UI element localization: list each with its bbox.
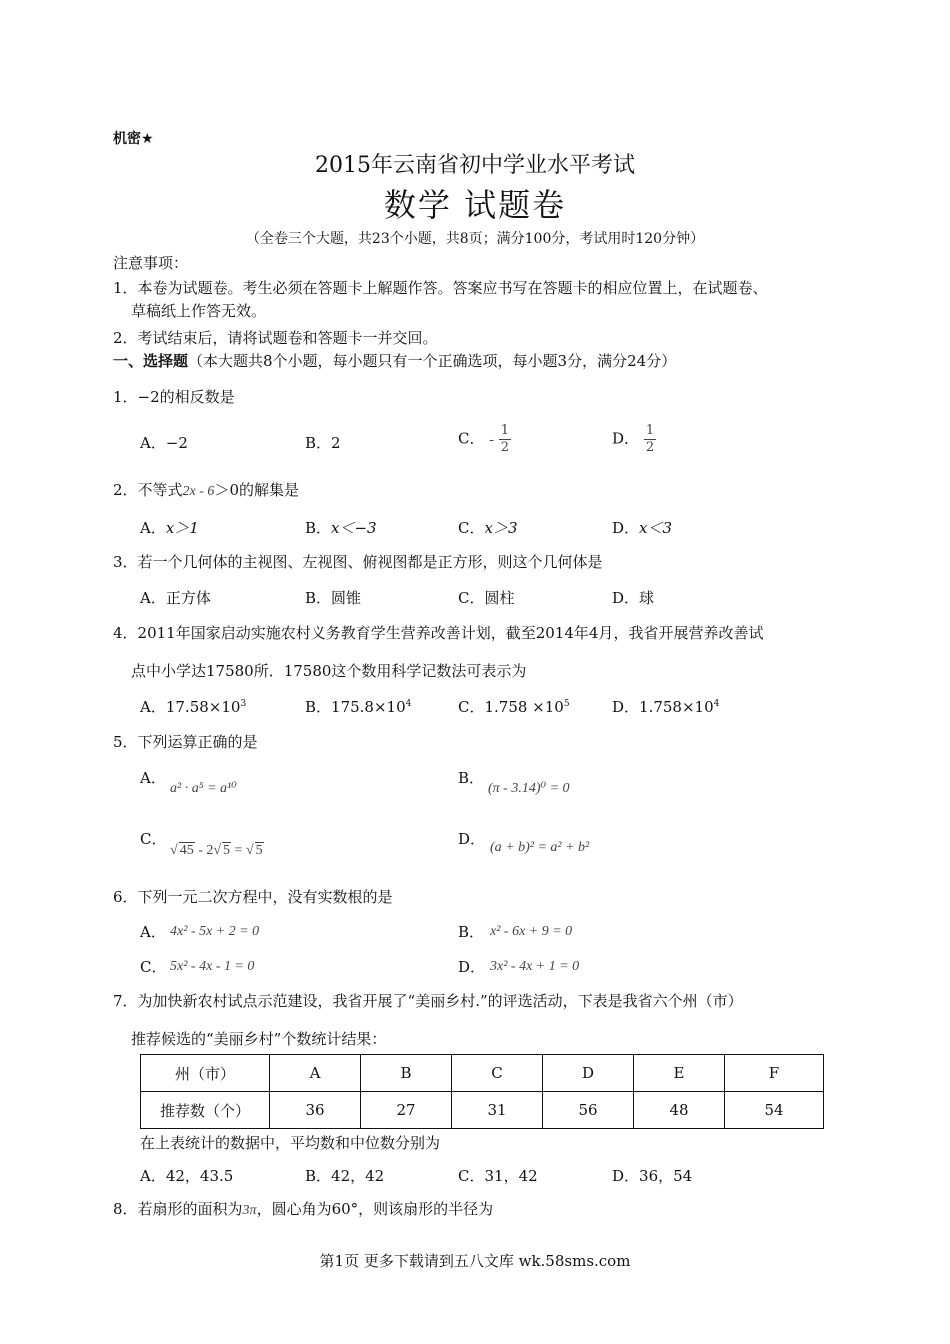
q5-option-b-label: B． bbox=[458, 769, 485, 787]
q8-stem: 8．若扇形的面积为3π，圆心角为60°，则该扇形的半径为 bbox=[113, 1200, 494, 1218]
q4-option-a: A．$17.58\times 10^3$ bbox=[140, 698, 247, 716]
table-cell: 州（市） bbox=[141, 1055, 270, 1092]
table-cell: 推荐数（个） bbox=[141, 1092, 270, 1129]
q1-option-b: B．2 bbox=[305, 434, 341, 452]
q3-option-c: C．圆柱 bbox=[458, 589, 515, 607]
q6-option-b-label: B． bbox=[458, 923, 485, 941]
q5-option-b-expr: (π - 3.14)⁰ = 0 bbox=[488, 781, 570, 796]
q3-option-a: A．正方体 bbox=[140, 589, 211, 607]
q4-option-b: B．$175.8\times 10^4$ bbox=[305, 698, 412, 716]
q4-option-d: D．$1.758\times 10^4$ bbox=[612, 698, 720, 716]
exam-subject-title: 数学 试题卷 bbox=[383, 186, 567, 224]
q4-stem-cont: 点中小学达17580所．17580这个数用科学记数法可表示为 bbox=[131, 662, 527, 680]
q1-option-d-label: D． bbox=[612, 429, 640, 448]
q7-stem: 7．为加快新农村试点示范建设，我省开展了“美丽乡村.”的评选活动，下表是我省六个州（市） bbox=[113, 992, 743, 1010]
q1-option-d bbox=[612, 423, 656, 456]
q6-stem: 6．下列一元二次方程中，没有实数根的是 bbox=[113, 888, 393, 906]
q3-option-d: D．球 bbox=[612, 589, 655, 607]
table-row bbox=[141, 1092, 824, 1129]
q1-option-c-sign: - bbox=[489, 432, 494, 448]
table-cell: E bbox=[634, 1055, 725, 1092]
notes-heading: 注意事项： bbox=[113, 254, 189, 272]
table-cell: 54 bbox=[725, 1092, 824, 1129]
q7-stem-cont: 推荐候选的“美丽乡村”个数统计结果： bbox=[131, 1030, 387, 1048]
table-cell: 27 bbox=[361, 1092, 452, 1129]
q1-option-a: A．−2 bbox=[140, 434, 188, 452]
q3-option-b: B．圆锥 bbox=[305, 589, 362, 607]
q3-stem: 3．若一个几何体的主视图、左视图、俯视图都是正方形，则这个几何体是 bbox=[113, 553, 603, 571]
table-cell: 48 bbox=[634, 1092, 725, 1129]
table-cell: F bbox=[725, 1055, 824, 1092]
page-footer: 第1页 更多下载请到五八文库 wk.58sms.com bbox=[319, 1252, 631, 1270]
q5-option-c-label: C． bbox=[140, 830, 167, 848]
table-cell: 31 bbox=[452, 1092, 543, 1129]
table-cell: C bbox=[452, 1055, 543, 1092]
q7-option-d: D．36，54 bbox=[612, 1167, 693, 1185]
q7-option-a: A．42，43.5 bbox=[140, 1167, 234, 1185]
q2-option-c: C．x＞3 bbox=[458, 519, 518, 537]
note-item-1: 1．本卷为试题卷。考生必须在答题卡上解题作答。答案应书写在答题卡的相应位置上，在试题卷、 bbox=[113, 279, 768, 297]
q1-option-c-fraction: $\frac{1}{2}$ bbox=[500, 423, 509, 455]
q2-stem: 2．不等式2x - 6＞0的解集是 bbox=[113, 481, 299, 499]
q2-option-d: D．x＜3 bbox=[612, 519, 673, 537]
q1-option-c-label: C． bbox=[458, 429, 485, 448]
q7-followup: 在上表统计的数据中，平均数和中位数分别为 bbox=[140, 1134, 441, 1152]
table-cell: 56 bbox=[543, 1092, 634, 1129]
q5-option-a-expr: a² · a⁵ = a¹⁰ bbox=[170, 781, 237, 796]
q5-stem: 5．下列运算正确的是 bbox=[113, 733, 258, 751]
q2-option-a: A．x＞1 bbox=[140, 519, 199, 537]
q1-stem: 1．−2的相反数是 bbox=[113, 388, 235, 406]
note-item-1-cont: 草稿纸上作答无效。 bbox=[131, 302, 267, 320]
q2-inequality: 2x - 6 bbox=[182, 484, 215, 499]
q1-option-c bbox=[458, 423, 511, 456]
q7-option-c: C．31，42 bbox=[458, 1167, 538, 1185]
q7-option-b: B．42，42 bbox=[305, 1167, 385, 1185]
q5-option-a-label: A． bbox=[140, 769, 166, 787]
section-title: 一、选择题 bbox=[113, 352, 189, 370]
q6-option-a-label: A． bbox=[140, 923, 166, 941]
q1-option-d-fraction: $\frac{1}{2}$ bbox=[645, 423, 655, 455]
q6-option-d-expr: 3x² - 4x + 1 = 0 bbox=[490, 959, 580, 974]
q4-stem: 4．2011年国家启动实施农村义务教育学生营养改善计划，截至2014年4月，我省开展营养改善试 bbox=[113, 624, 764, 642]
q6-option-a-expr: 4x² - 5x + 2 = 0 bbox=[170, 924, 260, 939]
q6-option-c-expr: 5x² - 4x - 1 = 0 bbox=[170, 959, 255, 974]
q6-option-d-label: D． bbox=[458, 958, 486, 976]
q5-option-d-label: D． bbox=[458, 830, 486, 848]
confidential-mark: 机密★ bbox=[113, 131, 154, 147]
q6-option-b-expr: x² - 6x + 9 = 0 bbox=[490, 924, 573, 939]
exam-info: （全卷三个大题，共23个小题，共8页；满分100分，考试用时120分钟） bbox=[245, 231, 705, 247]
q5-option-d-expr: (a + b)² = a² + b² bbox=[490, 840, 590, 855]
table-header-row bbox=[141, 1055, 824, 1092]
table-cell: D bbox=[543, 1055, 634, 1092]
q2-option-b: B．x＜−3 bbox=[305, 519, 377, 537]
q4-option-c: C．$1.758 \times 10^5$ bbox=[458, 698, 570, 716]
table-cell: B bbox=[361, 1055, 452, 1092]
exam-title: 2015年云南省初中学业水平考试 bbox=[315, 153, 635, 178]
note-item-2: 2．考试结束后，请将试题卷和答题卡一并交回。 bbox=[113, 329, 438, 347]
q6-option-c-label: C． bbox=[140, 958, 167, 976]
q5-option-c-expr: √ 45 - 2√ 5 = √ 5 bbox=[170, 843, 263, 858]
table-cell: A bbox=[270, 1055, 361, 1092]
q8-area: 3π bbox=[242, 1203, 257, 1218]
table-cell: 36 bbox=[270, 1092, 361, 1129]
statistics-table bbox=[140, 1054, 824, 1129]
section-desc: （本大题共8个小题，每小题只有一个正确选项，每小题3分，满分24分） bbox=[188, 352, 677, 370]
section-heading bbox=[113, 350, 676, 371]
